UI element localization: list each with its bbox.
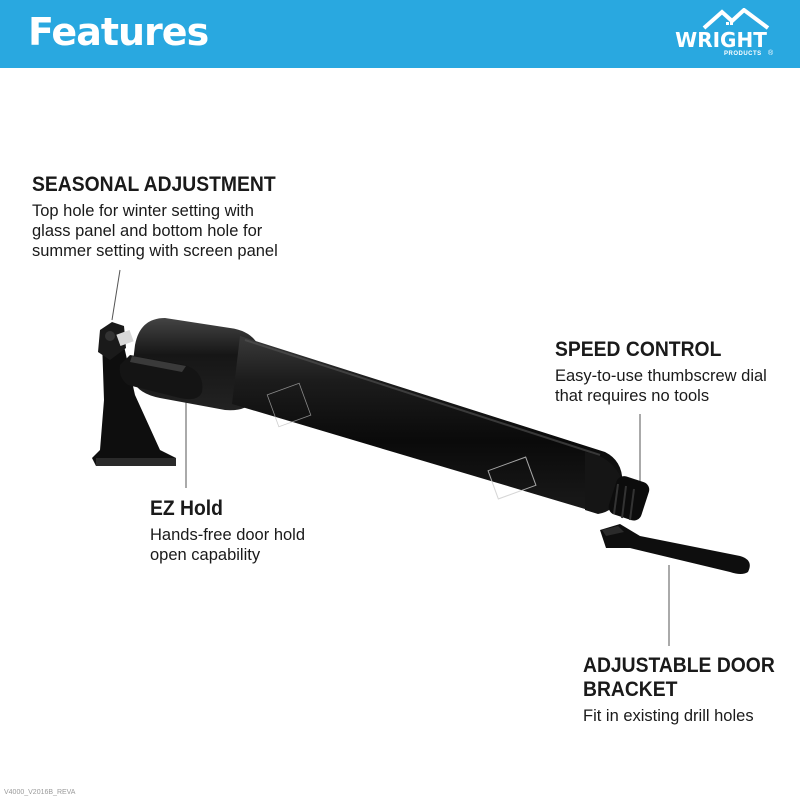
callout-description	[150, 525, 305, 565]
page-title: Features	[28, 10, 209, 54]
callout-description-line: Top hole for winter setting with	[32, 202, 254, 220]
callout-description-line: summer setting with screen panel	[32, 242, 278, 260]
callout-description-line: glass panel and bottom hole for	[32, 222, 263, 240]
callout-description	[583, 706, 791, 726]
footer-product-code: V4000_V2016B_REVA	[4, 789, 76, 796]
callout-title-line: BRACKET	[583, 678, 678, 701]
logo-subtitle: PRODUCTS	[724, 51, 762, 57]
leader-line-seasonal	[112, 270, 120, 320]
callout-adjustable-door-bracket	[583, 654, 791, 726]
door-bracket-arm	[600, 524, 750, 574]
callout-seasonal-adjustment	[32, 173, 297, 261]
callout-title-line: ADJUSTABLE DOOR	[583, 654, 775, 677]
callout-description-line: open capability	[150, 546, 261, 564]
logo-wordmark: WRIGHT	[675, 28, 767, 52]
callout-title: EZ Hold	[150, 497, 223, 520]
callout-description-line: Fit in existing drill holes	[583, 707, 754, 725]
callout-description-line: Easy-to-use thumbscrew dial	[555, 367, 767, 385]
callout-title: SEASONAL ADJUSTMENT	[32, 173, 276, 196]
callout-title: SPEED CONTROL	[555, 338, 722, 361]
callout-speed-control	[555, 338, 767, 406]
callout-description-line: Hands-free door hold	[150, 526, 306, 544]
callout-ez-hold	[150, 497, 305, 565]
logo-registered-mark: ®	[768, 50, 774, 57]
callout-description-line: that requires no tools	[555, 387, 710, 405]
callout-description	[555, 366, 767, 406]
callout-title	[583, 654, 775, 702]
callout-description	[32, 201, 297, 261]
